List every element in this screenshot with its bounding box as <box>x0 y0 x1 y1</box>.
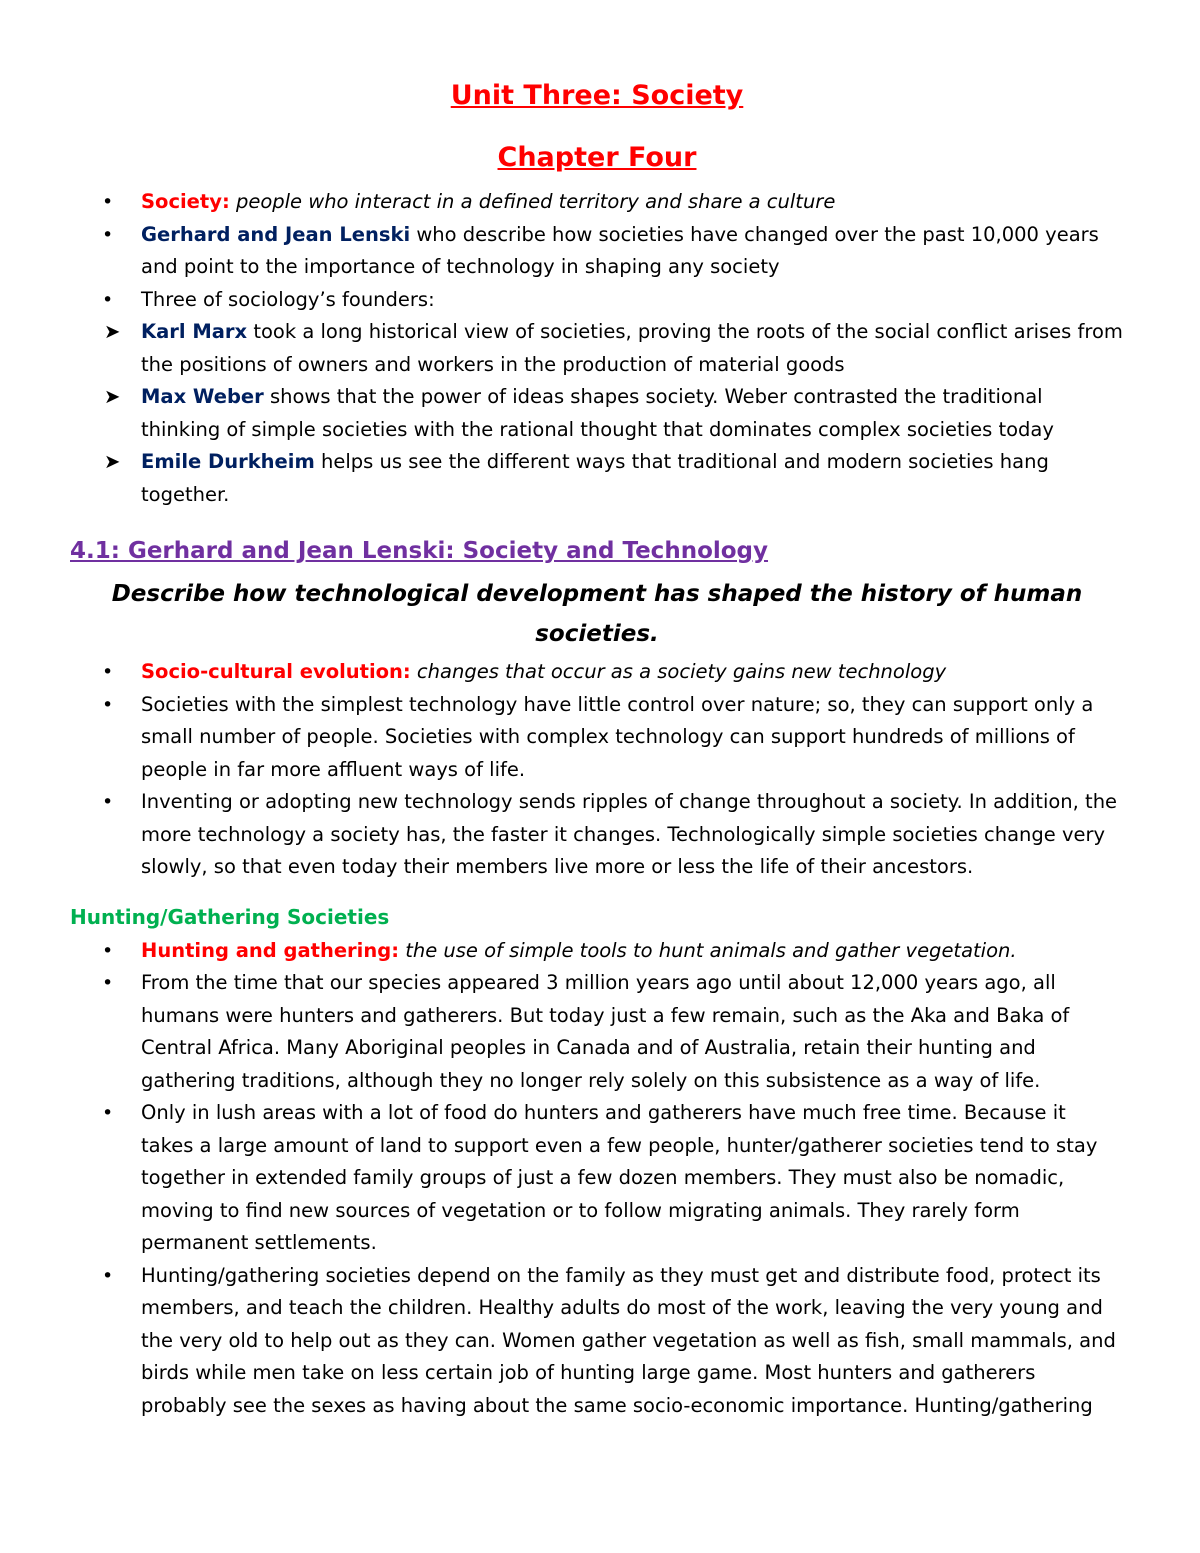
section-heading: 4.1: Gerhard and Jean Lenski: Society and Technology <box>70 538 769 564</box>
founder-item <box>70 381 1124 446</box>
founder-name: Emile Durkheim <box>141 450 315 473</box>
section-list <box>70 656 1124 884</box>
founders-text: Three of sociology’s founders: <box>141 287 435 311</box>
founder-name: Karl Marx <box>141 320 248 343</box>
evolution-definition: changes that occur as a society gains new technology <box>410 660 947 683</box>
list-item: • From the time that our species appeared 3 million years ago until about 12,000 years ago, all humans were hunters and gatherers. But today just a few remain, such as the Aka and Baka of Central Africa. Many Aboriginal peoples in Canada and of Australia, retain their hunting and gathering traditions, although they no longer rely solely on this subsistence as a way of life. <box>70 967 1124 1097</box>
list-item: • Hunting/gathering societies depend on the family as they must get and distribute food, protect its members, and teach the children. Healthy adults do most of the work, leaving the very young and the very old to help out as they can. Women gather vegetation as well as fish, small mammals, and birds while men take on less certain job of hunting large game. Most hunters and gatherers probably see the sexes as having about the same socio-economic importance. Hunting/gathering <box>70 1260 1124 1423</box>
founder-item <box>70 446 1124 511</box>
unit-title: Unit Three: Society <box>450 80 744 111</box>
learning-objective: Describe how technological development has shaped the history of human societies. <box>111 581 1083 647</box>
founder-item <box>70 316 1124 381</box>
list-item: • Societies with the simplest technology have little control over nature; so, they can support only a small number of people. Societies with complex technology can support hundreds of millions of people in far more affluent ways of life. <box>70 689 1124 787</box>
list-item: • Inventing or adopting new technology sends ripples of change throughout a society. In addition, the more technology a society has, the faster it changes. Technologically simple societies change very slowly, so that even today their members live more or less the life of their ancestors. <box>70 786 1124 884</box>
founder-text: shows that the power of ideas shapes society. Weber contrasted the traditional thinking of simple societies with the rational thought that dominates complex societies today <box>141 385 1054 441</box>
founder-text: helps us see the different ways that traditional and modern societies hang together. <box>141 450 1049 506</box>
list-item <box>70 284 1124 512</box>
hunting-definition: the use of simple tools to hunt animals and gather vegetation. <box>399 938 1017 962</box>
society-term: Society: <box>141 190 230 213</box>
arrow-icon: ➤ <box>104 450 121 473</box>
list-item <box>70 935 1124 968</box>
hunting-list <box>70 935 1124 1423</box>
list-item <box>70 656 1124 689</box>
founder-name: Max Weber <box>141 385 264 408</box>
subsection-heading: Hunting/Gathering Societies <box>70 904 390 929</box>
society-definition: people who interact in a defined territory and share a culture <box>235 190 836 213</box>
list-item <box>70 219 1124 284</box>
lenski-name: Gerhard and Jean Lenski <box>141 222 411 246</box>
list-item: • Only in lush areas with a lot of food do hunters and gatherers have much free time. Because it takes a large amount of land to support even a few people, hunter/gatherer societies tend to stay together in extended family groups of just a few dozen members. They must also be nomadic, moving to find new sources of vegetation or to follow migrating animals. They rarely form permanent settlements. <box>70 1097 1124 1260</box>
list-item <box>70 186 1124 219</box>
founders-list <box>70 316 1124 511</box>
lenski-text: who describe how societies have changed over the past 10,000 years and point to the importance of technology in shaping any society <box>141 222 1099 278</box>
chapter-title: Chapter Four <box>497 142 697 173</box>
arrow-icon: ➤ <box>104 385 121 408</box>
evolution-term: Socio-cultural evolution: <box>141 660 411 683</box>
hunting-term: Hunting and gathering: <box>141 938 399 962</box>
arrow-icon: ➤ <box>104 320 121 343</box>
founder-text: took a long historical view of societies, proving the roots of the social conflict arises from the positions of owners and workers in the production of material goods <box>141 320 1123 376</box>
intro-list <box>70 186 1124 511</box>
